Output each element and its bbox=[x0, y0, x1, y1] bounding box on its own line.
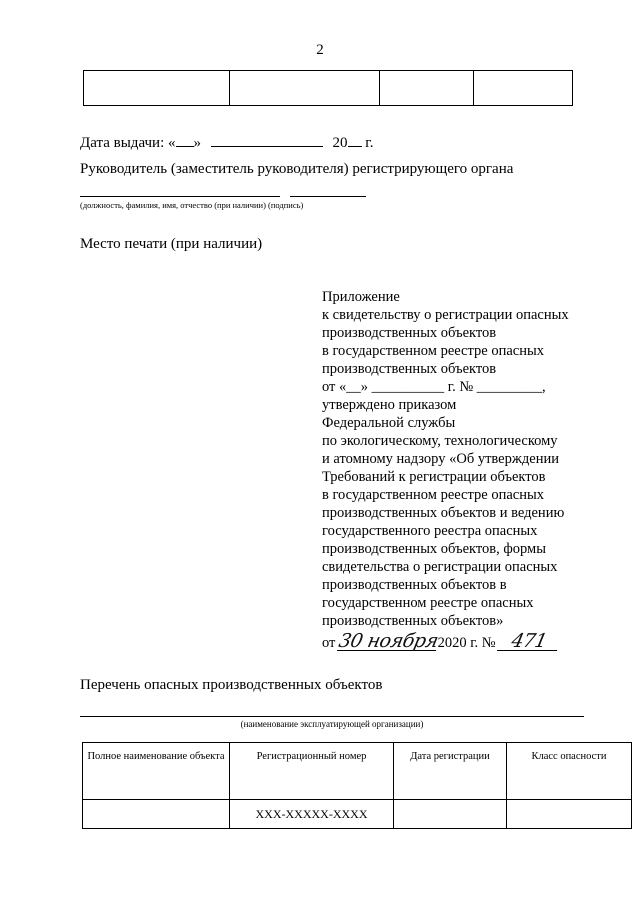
objects-table bbox=[82, 742, 632, 829]
head-of-authority-line: Руководитель (заместитель руководителя) регистрирующего органа bbox=[80, 161, 514, 177]
issue-date-close-quote: » bbox=[193, 135, 201, 151]
appendix-line: Федеральной службы bbox=[322, 415, 456, 431]
appendix-line: свидетельства о регистрации опасных bbox=[322, 559, 558, 575]
appendix-line: Требований к регистрации объектов bbox=[322, 469, 546, 485]
handwritten-date: 30 ноября bbox=[336, 630, 441, 652]
organization-caption: (наименование эксплуатирующей организации) bbox=[240, 719, 424, 729]
table-header-row bbox=[83, 743, 632, 800]
issue-date-label: Дата выдачи: « bbox=[80, 135, 176, 151]
table-cell bbox=[230, 71, 380, 106]
appendix-line: производственных объектов bbox=[322, 325, 497, 341]
column-header: Регистрационный номер bbox=[230, 743, 394, 800]
table-cell bbox=[84, 71, 230, 106]
table-cell bbox=[380, 71, 474, 106]
column-header: Дата регистрации bbox=[394, 743, 507, 800]
appendix-line: и атомному надзору «Об утверждении bbox=[322, 451, 559, 467]
table-row bbox=[83, 800, 632, 829]
appendix-line: от «__» __________ г. № _________, bbox=[322, 379, 546, 395]
appendix-line: в государственном реестре опасных bbox=[322, 343, 544, 359]
list-title: Перечень опасных производственных объектов bbox=[80, 677, 383, 693]
column-header: Полное наименование объекта bbox=[83, 743, 230, 800]
appendix-line: государственном реестре опасных bbox=[322, 595, 534, 611]
table-cell bbox=[394, 800, 507, 829]
appendix-line: производственных объектов» bbox=[322, 613, 504, 629]
issue-date-line bbox=[80, 134, 373, 152]
issue-date-year: 20 bbox=[332, 135, 348, 151]
handwritten-number: 471 bbox=[497, 632, 561, 651]
appendix-line: утверждено приказом bbox=[322, 397, 457, 413]
organization-underline bbox=[80, 716, 584, 717]
table-cell bbox=[83, 800, 230, 829]
column-header: Класс опасности bbox=[507, 743, 632, 800]
appendix-line: производственных объектов и ведению bbox=[322, 505, 565, 521]
issue-date-year-suffix: г. bbox=[361, 135, 374, 151]
appendix-line: в государственном реестре опасных bbox=[322, 487, 544, 503]
appendix-line: производственных объектов в bbox=[322, 577, 507, 593]
appendix-line: к свидетельству о регистрации опасных bbox=[322, 307, 569, 323]
top-continuation-table bbox=[83, 70, 573, 106]
order-prefix: от bbox=[322, 635, 340, 651]
appendix-line: государственного реестра опасных bbox=[322, 523, 538, 539]
signature-caption: (должность, фамилия, имя, отчество (при наличии) (подпись) bbox=[80, 200, 304, 210]
signature-underline bbox=[290, 196, 366, 197]
appendix-line: производственных объектов, формы bbox=[322, 541, 546, 557]
position-name-underline bbox=[80, 196, 280, 197]
registration-number-cell: XXX-XXXXX-XXXX bbox=[230, 800, 394, 829]
page-number: 2 bbox=[316, 42, 324, 58]
appendix-line: по экологическому, технологическому bbox=[322, 433, 558, 449]
appendix-line: производственных объектов bbox=[322, 361, 497, 377]
order-year: 2020 г. № bbox=[437, 635, 500, 651]
appendix-block bbox=[322, 288, 622, 652]
table-cell bbox=[507, 800, 632, 829]
order-date-line bbox=[322, 632, 622, 652]
table-cell bbox=[474, 71, 573, 106]
appendix-line: Приложение bbox=[322, 289, 400, 305]
seal-place: Место печати (при наличии) bbox=[80, 236, 263, 252]
